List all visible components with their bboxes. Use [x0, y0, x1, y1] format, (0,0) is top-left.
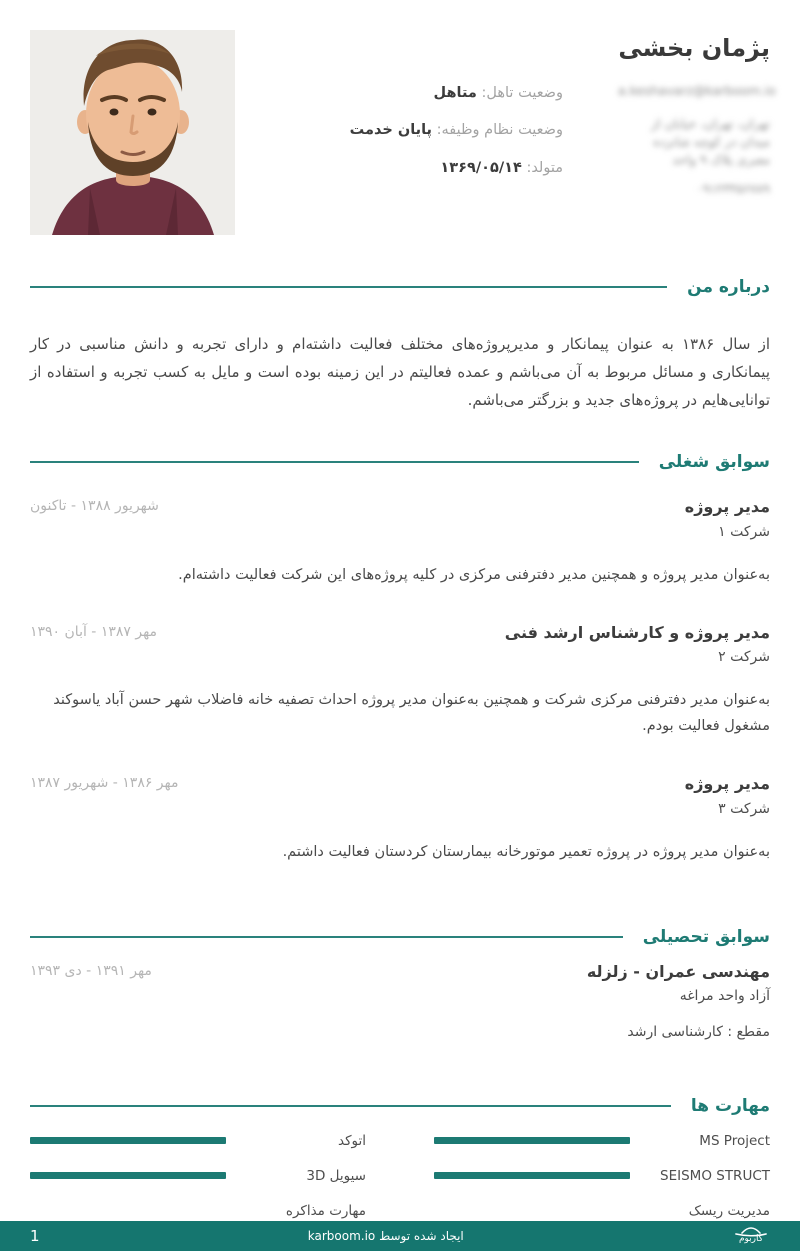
skill-name: سیویل 3D: [306, 1167, 366, 1184]
status-column: [328, 82, 563, 194]
job-titles: [685, 773, 770, 816]
marital-status-value: متاهل: [433, 85, 477, 101]
skill-level-bar: [434, 1137, 630, 1144]
job-title: مدیر پروژه: [684, 774, 770, 794]
education-degree: مهندسی عمران - زلزله: [586, 961, 770, 981]
skill-name: مدیریت ریسک: [688, 1202, 770, 1219]
education-title: سوابق تحصیلی: [642, 926, 770, 947]
redacted-address-line1: تهران، تهران، خیابان از میدان در کوچه شانزده: [651, 116, 770, 150]
experience-title: سوابق شغلی: [658, 452, 770, 473]
job-title: مدیر پروژه: [684, 497, 770, 517]
skill-row: [30, 1130, 366, 1151]
skill-name: MS Project: [699, 1132, 770, 1149]
education-date: مهر ۱۳۹۱ - دی ۱۳۹۳: [30, 962, 152, 979]
skill-level-bar: [434, 1172, 630, 1179]
skills-section-header: [30, 1096, 770, 1116]
skills-section: [30, 1096, 770, 1221]
footer-created-by-text: ایجاد شده توسط: [379, 1229, 464, 1244]
footer-credit: [40, 1229, 732, 1243]
job-head: [30, 622, 770, 665]
about-section-header: [30, 277, 770, 297]
education-section: [30, 927, 770, 1040]
section-rule: [30, 936, 623, 938]
header-info: [235, 30, 776, 213]
skill-row: [30, 1165, 366, 1186]
job-company: شرکت ۳: [718, 800, 770, 817]
section-rule: [30, 1105, 671, 1107]
education-section-header: [30, 927, 770, 947]
education-head: [30, 961, 770, 1004]
education-school: آزاد واحد مراغه: [679, 988, 770, 1005]
skill-row: [434, 1165, 770, 1186]
job-company: شرکت ۱: [718, 523, 770, 540]
karboom-logo: [732, 1223, 770, 1244]
skill-name: مهارت مذاکره: [285, 1202, 366, 1219]
job-entry: [30, 773, 770, 864]
military-status-value: پایان خدمت: [349, 122, 432, 139]
job-date: مهر ۱۳۸۶ - شهریور ۱۳۸۷: [30, 775, 179, 792]
contact-redacted-column: [618, 82, 776, 213]
about-section: [30, 277, 770, 414]
job-titles: [505, 622, 770, 665]
skill-level-bar: [30, 1137, 226, 1144]
skill-name: اتوکد: [338, 1132, 366, 1149]
birthdate-row: [328, 157, 563, 179]
job-head: [30, 496, 770, 539]
page-number: 1: [30, 1227, 40, 1246]
portrait-illustration: [30, 30, 235, 235]
redacted-phone: ۰۹۱۲۳۴۵۶۷۸۹: [696, 180, 770, 196]
skill-row: [30, 1200, 366, 1221]
skill-level-bar: [30, 1172, 226, 1179]
experience-section: [30, 452, 770, 865]
job-company: شرکت ۲: [718, 649, 770, 666]
job-description: به‌عنوان مدیر دفترفنی مرکزی شرکت و همچنین به‌عنوان مدیر پروژه احداث تصفیه خانه فاضلاب شهر حسن آباد یاسوکند مشغول فعالیت بودم.: [53, 692, 770, 735]
about-title: درباره من: [687, 277, 770, 297]
birthdate-label: متولد:: [526, 159, 563, 176]
contact-columns: [235, 82, 776, 213]
header: [30, 30, 776, 235]
skills-title: مهارت ها: [690, 1096, 770, 1117]
birthdate-value: ۱۳۶۹/۰۵/۱۴: [440, 159, 522, 176]
redacted-email: a.keshavarz@karboom.io: [618, 83, 776, 98]
education-titles: [587, 961, 770, 1004]
section-rule: [30, 461, 639, 463]
education-level: مقطع : کارشناسی ارشد: [627, 1024, 770, 1041]
marital-status-label: وضعیت تاهل:: [481, 85, 563, 101]
job-description: به‌عنوان مدیر پروژه در پروژه تعمیر موتورخانه بیمارستان کردستان فعالیت داشتم.: [282, 843, 770, 860]
footer-brand-text: karboom.io: [307, 1229, 376, 1244]
skill-row: [434, 1200, 770, 1221]
marital-status-row: [328, 82, 563, 104]
job-title: مدیر پروژه و کارشناس ارشد فنی: [504, 622, 770, 642]
job-date: شهریور ۱۳۸۸ - تاکنون: [30, 498, 159, 515]
footer-bar: [0, 1221, 800, 1251]
job-date: مهر ۱۳۸۷ - آبان ۱۳۹۰: [30, 623, 158, 640]
profile-photo: [30, 30, 235, 235]
karboom-logo-text: کاربوم: [738, 1233, 764, 1244]
section-rule: [30, 286, 667, 288]
military-status-row: [328, 119, 563, 141]
job-entry: [30, 622, 770, 740]
skill-name: SEISMO STRUCT: [660, 1167, 770, 1184]
education-entry: [30, 961, 770, 1040]
skills-grid: [30, 1130, 770, 1221]
job-entry: [30, 496, 770, 587]
redacted-address: [618, 115, 770, 169]
skill-row: [434, 1130, 770, 1151]
job-description: به‌عنوان مدیر پروژه و همچنین مدیر دفترفنی مرکزی در کلیه پروژه‌های این شرکت فعالیت داشته‌ام.: [178, 566, 770, 583]
about-text: از سال ۱۳۸۶ به عنوان پیمانکار و مدیرپروژه‌های مختلف فعالیت داشته‌ام و دارای تجربه و دانش مناسبی در کار پیمانکاری و مسائل مربوط به آن می‌باشم و عمده فعالیتم در این زمینه بوده است و مایل به کسب تجربه و استفاده از توانایی‌هایم در پروژه‌های جدید و بزرگتر می‌باشم.: [30, 335, 770, 409]
candidate-name: پژمان بخشی: [618, 34, 770, 62]
redacted-address-line2: معبری پلاک ۹ واحد: [672, 152, 770, 168]
military-status-label: وضعیت نظام وظیفه:: [436, 122, 563, 139]
job-head: [30, 773, 770, 816]
job-titles: [685, 496, 770, 539]
experience-section-header: [30, 452, 770, 472]
